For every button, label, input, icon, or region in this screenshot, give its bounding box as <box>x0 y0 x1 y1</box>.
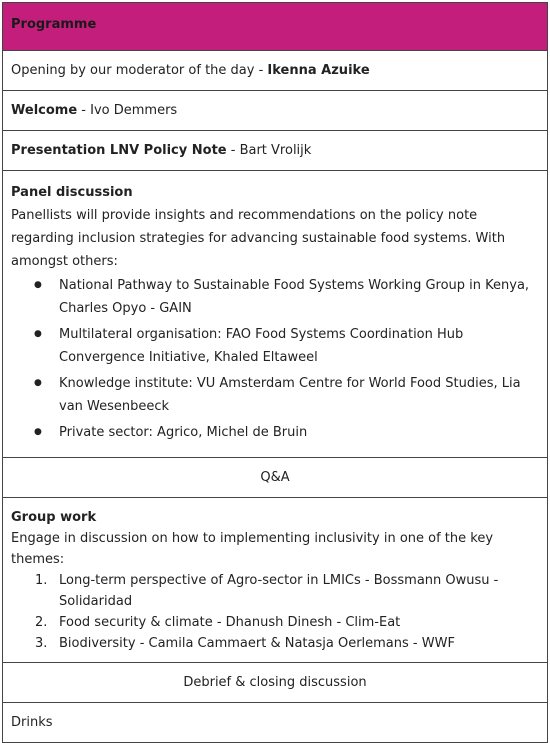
presentation-speaker: Bart Vrolijk <box>239 143 312 158</box>
qa-text: Q&A <box>260 470 290 485</box>
group-work-row <box>3 497 547 662</box>
welcome-title: Welcome <box>11 103 78 118</box>
welcome-row <box>3 90 547 130</box>
programme-table <box>2 2 548 743</box>
programme-title: Programme <box>11 17 97 32</box>
list-item: 2. Food security & climate - Dhanush Dinesh - Clim-Eat <box>35 615 401 630</box>
drinks-text: Drinks <box>11 715 53 730</box>
list-item: ● Multilateral organisation: FAO Food Systems Coordination Hub Convergence Initiative, Khaled Eltaweel <box>11 323 539 369</box>
list-item: ● Private sector: Agrico, Michel de Bruin <box>11 421 539 444</box>
panel-title: Panel discussion <box>11 185 133 200</box>
programme-header <box>3 3 547 50</box>
themes-list <box>11 570 539 654</box>
welcome-text: Welcome - Ivo Demmers <box>11 103 178 118</box>
drinks-row <box>3 702 547 742</box>
list-item: 1. Long-term perspective of Agro-sector in LMICs - Bossmann Owusu - Solidaridad <box>35 573 499 609</box>
list-item: ● National Pathway to Sustainable Food Systems Working Group in Kenya, Charles Opyo - GAIN <box>11 274 539 320</box>
list-item: ● Knowledge institute: VU Amsterdam Centre for World Food Studies, Lia van Wesenbeeck <box>11 372 539 418</box>
group-work-description: Engage in discussion on how to implementing inclusivity in one of the key themes: <box>11 531 494 567</box>
presentation-text: Presentation LNV Policy Note - Bart Vrolijk <box>11 143 312 158</box>
moderator-name: Ikenna Azuike <box>267 63 370 78</box>
panellist-list <box>11 274 539 444</box>
list-item: 3. Biodiversity - Camila Cammaert & Natasja Oerlemans - WWF <box>35 636 455 651</box>
debrief-text: Debrief & closing discussion <box>183 675 367 690</box>
opening-text: Opening by our moderator of the day - Ikenna Azuike <box>11 63 370 78</box>
panel-description: Panellists will provide insights and recommendations on the policy note regarding inclusion strategies for advancing sustainable food systems. With amongst others: <box>11 208 506 269</box>
presentation-row <box>3 130 547 170</box>
qa-row <box>3 457 547 497</box>
panel-discussion-row <box>3 170 547 457</box>
opening-row <box>3 50 547 90</box>
group-work-title: Group work <box>11 510 97 525</box>
debrief-row <box>3 662 547 702</box>
presentation-title: Presentation LNV Policy Note <box>11 143 227 158</box>
welcome-speaker: Ivo Demmers <box>90 103 178 118</box>
